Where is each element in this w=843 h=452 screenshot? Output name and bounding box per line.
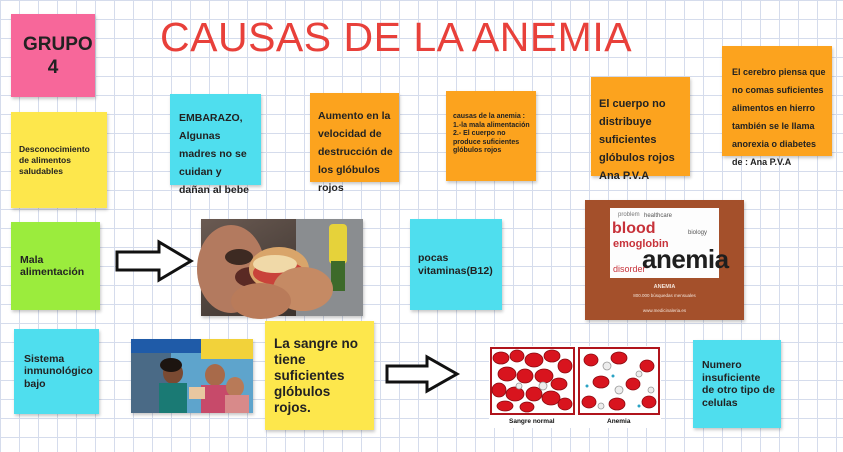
sticky-note-causas[interactable] (446, 91, 536, 181)
grupo-label: GRUPO 4 (23, 33, 93, 78)
cloud-word-emoglobin: emoglobin (613, 238, 669, 250)
cerebro-text: El cerebro piensa que no comas suficientes alimentos en hierro también se le llama anorexia o diabetes de : Ana P.V.A (732, 67, 826, 167)
pocas-vitaminas-text: pocas vitaminas(B12) (418, 252, 493, 277)
anemia-caption-sub: 800.000 búsquedas mensuales (633, 293, 696, 298)
sticky-note-cerebro[interactable] (722, 46, 832, 167)
sticky-note-mala-alimentacion[interactable] (11, 222, 100, 310)
cloud-word-anemia: anemia (642, 244, 729, 274)
cloud-word-problem: problem (618, 212, 640, 218)
sticky-note-pocas-vitaminas[interactable] (410, 219, 502, 310)
label-sangre-normal: Sangre normal (509, 418, 555, 425)
sticky-note-numero[interactable] (693, 340, 781, 428)
anemia-caption-url: www.medicinaleria.es (642, 308, 687, 313)
label-anemia: Anemia (607, 418, 631, 425)
sticky-note-aumento[interactable] (310, 93, 399, 194)
arrow-right-icon-2 (385, 355, 461, 393)
sticky-note-sistema[interactable] (14, 329, 99, 414)
photo-eating-sandwich[interactable] (201, 219, 363, 316)
sticky-note-desconocimiento[interactable] (11, 112, 107, 208)
word-cloud (610, 208, 729, 278)
cloud-word-disorder: disorder (613, 264, 646, 274)
photo-women-market[interactable] (131, 339, 253, 413)
cloud-word-healthcare: healthcare (644, 213, 673, 219)
sticky-note-sangre[interactable] (265, 321, 374, 430)
cloud-word-blood: blood (612, 220, 656, 237)
desconocimiento-text: Desconocimiento de alimentos saludables (19, 143, 90, 176)
embarazo-text: EMBARAZO, Algunas madres no se cuidan y dañan al bebe (179, 112, 250, 196)
mala-alimentacion-text: Mala alimentación (20, 253, 85, 278)
anemia-caption-title: ANEMIA (653, 284, 676, 290)
sticky-note-embarazo[interactable] (170, 94, 261, 196)
anemia-word-cloud-card[interactable] (585, 200, 744, 320)
blood-diagram[interactable] (489, 346, 661, 428)
sangre-text: La sangre no tiene suficientes glóbulos rojos. (274, 335, 359, 415)
sticky-note-cuerpo[interactable] (591, 77, 690, 182)
cuerpo-text: El cuerpo no distribuye suficientes glóbulos rojos Ana P.V.A (599, 98, 675, 182)
arrow-right-icon (115, 240, 195, 282)
aumento-text: Aumento en la velocidad de destrucción de los glóbulos rojos (318, 110, 393, 194)
numero-text: Numero insuficiente de otro tipo de celulas (702, 359, 775, 409)
sistema-text: Sistema inmunológico bajo (24, 352, 93, 390)
blood-cells-illustration (489, 346, 661, 418)
sticky-note-grupo[interactable] (11, 14, 95, 97)
cloud-word-biology: biology (688, 230, 708, 236)
causas-text: causas de la anemia : 1.-la mala alimentación 2.- El cuerpo no produce suficientes glóbulos rojos (453, 113, 530, 154)
page-title: CAUSAS DE LA ANEMIA (160, 14, 633, 60)
